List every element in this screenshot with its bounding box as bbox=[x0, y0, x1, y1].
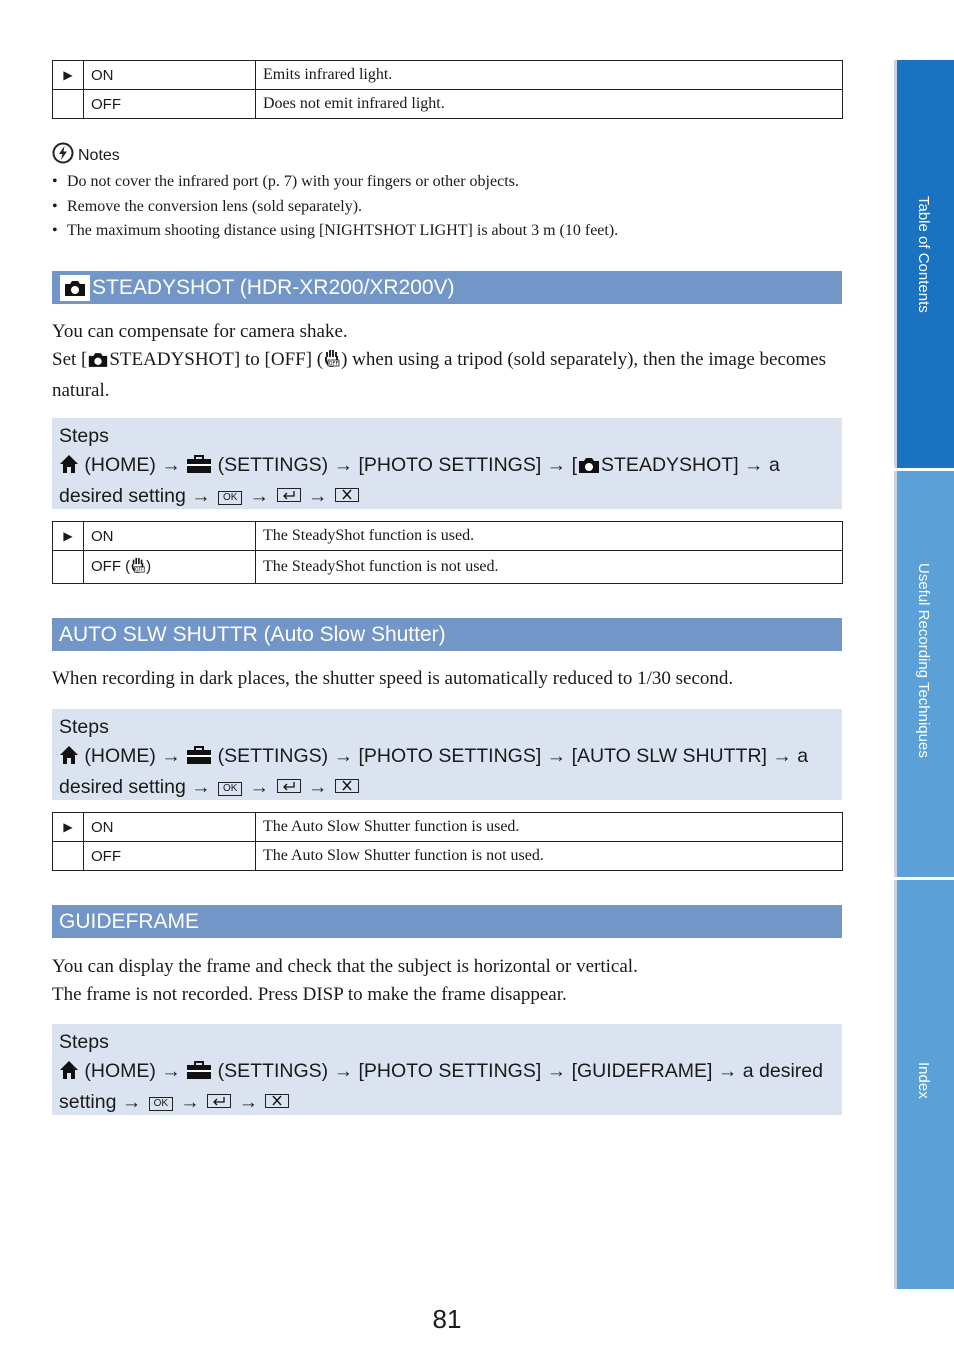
guideframe-steps-box bbox=[52, 1024, 842, 1115]
auto-slow-shutter-steps-box bbox=[52, 709, 842, 800]
arrow: → bbox=[249, 485, 270, 507]
tab-label: Index bbox=[915, 1062, 932, 1099]
toolbox-settings-icon bbox=[186, 1060, 212, 1089]
option-name: ON bbox=[84, 813, 256, 842]
text-span: STEADYSHOT] to [OFF] ( bbox=[109, 349, 324, 370]
section-title-text: STEADYSHOT (HDR-XR200/XR200V) bbox=[92, 275, 455, 299]
ok-button[interactable]: OK bbox=[149, 1097, 173, 1111]
text-span: ) bbox=[146, 558, 152, 575]
selected-marker: ▶ bbox=[53, 813, 84, 842]
selected-marker bbox=[53, 90, 84, 119]
arrow: → bbox=[307, 776, 328, 798]
tab-index[interactable] bbox=[894, 880, 954, 1289]
return-button[interactable] bbox=[277, 488, 301, 502]
option-desc: The Auto Slow Shutter function is not used. bbox=[256, 842, 843, 871]
steps-label: Steps bbox=[59, 1031, 109, 1053]
text-span: (SETTINGS) → [PHOTO SETTINGS] → [AUTO SLW SHUTTR] → a desired setting → bbox=[59, 744, 809, 798]
selected-marker: ▶ bbox=[53, 522, 84, 551]
svg-text:OFF: OFF bbox=[328, 361, 339, 367]
option-name: ON bbox=[84, 61, 256, 90]
notes-warning-icon bbox=[52, 142, 74, 169]
option-name: ON bbox=[84, 522, 256, 551]
steps-label: Steps bbox=[59, 716, 109, 738]
table-row bbox=[53, 842, 843, 871]
list-item: • The maximum shooting distance using [NIGHTSHOT LIGHT] is about 3 m (10 feet). bbox=[52, 219, 618, 244]
camera-icon bbox=[577, 454, 601, 483]
steadyshot-steps-box bbox=[52, 418, 842, 509]
tab-useful-recording-techniques[interactable] bbox=[894, 471, 954, 877]
steps-path bbox=[59, 742, 835, 802]
auto-slow-shutter-description: When recording in dark places, the shutter speed is automatically reduced to 1/30 second. bbox=[52, 668, 734, 689]
close-button[interactable] bbox=[335, 779, 359, 793]
return-button[interactable] bbox=[277, 779, 301, 793]
auto-slow-shutter-section-title: AUTO SLW SHUTTR (Auto Slow Shutter) bbox=[52, 618, 842, 651]
notes-heading bbox=[52, 142, 120, 169]
steadyshot-line-1: You can compensate for camera shake. bbox=[52, 321, 348, 342]
text-span: (SETTINGS) → [PHOTO SETTINGS] → [ bbox=[217, 453, 578, 476]
option-desc: The SteadyShot function is not used. bbox=[256, 551, 843, 584]
toolbox-settings-icon bbox=[186, 454, 212, 483]
table-row bbox=[53, 61, 843, 90]
arrow: → bbox=[307, 485, 328, 507]
notes-list bbox=[52, 170, 618, 244]
arrow: → bbox=[180, 1091, 200, 1113]
close-button[interactable] bbox=[335, 488, 359, 502]
selected-marker bbox=[53, 842, 84, 871]
option-name bbox=[84, 551, 256, 584]
option-desc: Emits infrared light. bbox=[256, 61, 843, 90]
camera-icon bbox=[60, 275, 90, 301]
option-desc: The Auto Slow Shutter function is used. bbox=[256, 813, 843, 842]
option-name: OFF bbox=[84, 842, 256, 871]
nightshot-options-table bbox=[52, 60, 843, 119]
table-row bbox=[53, 90, 843, 119]
steadyshot-line-2 bbox=[52, 346, 842, 405]
text-span: Set [ bbox=[52, 349, 88, 370]
text-span: STEADYSHOT] → a desired setting → bbox=[59, 453, 780, 507]
text-span: (HOME) → bbox=[84, 453, 181, 476]
arrow: → bbox=[238, 1091, 259, 1113]
steadyshot-description bbox=[52, 318, 842, 405]
text-span: (HOME) → bbox=[84, 1059, 181, 1082]
selected-marker: ▶ bbox=[53, 61, 84, 90]
home-icon bbox=[59, 1060, 79, 1089]
tab-label: Table of Contents bbox=[915, 196, 932, 313]
option-desc: The SteadyShot function is used. bbox=[256, 522, 843, 551]
ok-button[interactable]: OK bbox=[218, 491, 242, 505]
selected-marker bbox=[53, 551, 84, 584]
table-row bbox=[53, 522, 843, 551]
return-button[interactable] bbox=[207, 1094, 231, 1108]
tab-table-of-contents[interactable] bbox=[894, 60, 954, 468]
option-name: OFF bbox=[84, 90, 256, 119]
list-item: • Remove the conversion lens (sold separately). bbox=[52, 195, 618, 220]
guideframe-section-title: GUIDEFRAME bbox=[52, 905, 842, 938]
steadyshot-options-table bbox=[52, 521, 843, 584]
guideframe-line-2: The frame is not recorded. Press DISP to make the frame disappear. bbox=[52, 984, 567, 1005]
auto-slow-shutter-options-table bbox=[52, 812, 843, 871]
text-span: (HOME) → bbox=[84, 744, 181, 767]
ok-button[interactable]: OK bbox=[218, 782, 242, 796]
page-number: 81 bbox=[432, 1304, 462, 1334]
camera-icon bbox=[87, 349, 109, 377]
arrow: → bbox=[249, 776, 270, 798]
steadyshot-off-icon bbox=[323, 348, 341, 377]
option-desc: Does not emit infrared light. bbox=[256, 90, 843, 119]
notes-title: Notes bbox=[78, 146, 120, 164]
guideframe-description bbox=[52, 953, 842, 1009]
steadyshot-off-icon bbox=[130, 556, 146, 578]
table-row bbox=[53, 551, 843, 584]
steadyshot-section-title bbox=[52, 271, 842, 304]
text-span: ) when using a tripod (sold separately), then the image becomes natural. bbox=[52, 349, 826, 401]
table-row bbox=[53, 813, 843, 842]
text-span: (SETTINGS) → [PHOTO SETTINGS] → [GUIDEFRAME] → a desired setting → bbox=[59, 1059, 823, 1113]
steps-label: Steps bbox=[59, 425, 109, 447]
steps-path bbox=[59, 1057, 835, 1117]
tab-label: Useful Recording Techniques bbox=[915, 563, 932, 758]
svg-text:OFF: OFF bbox=[135, 568, 144, 574]
guideframe-line-1: You can display the frame and check that the subject is horizontal or vertical. bbox=[52, 956, 638, 977]
home-icon bbox=[59, 745, 79, 774]
home-icon bbox=[59, 454, 79, 483]
steps-path bbox=[59, 451, 835, 511]
close-button[interactable] bbox=[265, 1094, 289, 1108]
list-item: • Do not cover the infrared port (p. 7) with your fingers or other objects. bbox=[52, 170, 618, 195]
text-span: OFF ( bbox=[91, 558, 131, 575]
toolbox-settings-icon bbox=[186, 745, 212, 774]
